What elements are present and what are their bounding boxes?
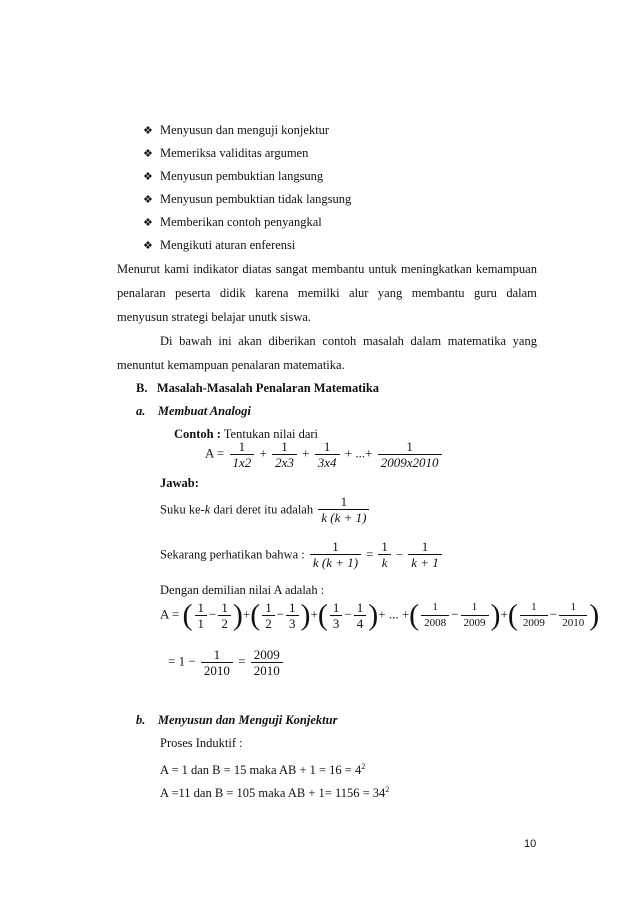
contoh-line: Contoh : Tentukan nilai dari [174, 427, 319, 441]
para1-line2: penalaran peserta didik karena memilki alur yang membantu guru dalam [117, 286, 537, 300]
list-item: Menyusun dan menguji konjektur [160, 123, 330, 137]
equation-series: A = $\frac{1}{1x2}$ + $\frac{1}{2x3}$ + $\frac{1}{3x4}$ + ...+ $\frac{1}{2009x2010}$ [205, 439, 444, 470]
sub-a-heading: a. Membuat Analogi [136, 404, 251, 418]
list-item: Memberikan contoh penyangkal [160, 215, 322, 229]
section-b-heading: B. Masalah-Masalah Penalaran Matematika [136, 381, 380, 395]
para1-line3: menyusun strategi belajar unutk siswa. [117, 310, 312, 324]
suku-line: Suku ke-k dari deret itu adalah $\frac{1}{k (k + 1)}$ [160, 494, 371, 525]
induction-line-2: A =11 dan B = 105 maka AB + $1= 1156 = 34^2$ [160, 785, 390, 801]
list-item: Memeriksa validitas argumen [160, 146, 309, 160]
para2-line1: Di bawah ini akan diberikan contoh masalah dalam matematika yang [160, 334, 537, 348]
list-item: Menyusun pembuktian langsung [160, 169, 324, 183]
bullet-icon: ❖ [143, 171, 153, 183]
bullet-icon: ❖ [143, 194, 153, 206]
bullet-icon: ❖ [143, 148, 153, 160]
page-number: 10 [524, 838, 537, 850]
list-item: Menyusun pembuktian tidak langsung [160, 192, 352, 206]
equation-result: = 1 − $\frac{1}{2010}$ = $\frac{2009}{2010}$ [168, 647, 285, 678]
dengan-line: Dengan demilian nilai A adalah : [160, 583, 325, 597]
induction-line-1: A = 1 dan B = 15 maka AB + $1 = 16 = 4^2$ [160, 762, 366, 778]
bullet-icon: ❖ [143, 240, 153, 252]
sub-b-heading: b. Menyusun dan Menguji Konjektur [136, 713, 338, 727]
proses-line: Proses Induktif : [160, 736, 243, 750]
sekarang-line: Sekarang perhatikan bahwa : $\frac{1}{k (k + 1)}$ = $\frac{1}{k}$ − $\frac{1}{k + 1}$ [160, 539, 444, 570]
list-item: Mengikuti aturan enferensi [160, 238, 296, 252]
para1-line1: Menurut kami indikator diatas sangat membantu untuk meningkatkan kemampuan [117, 262, 537, 276]
bullet-icon: ❖ [143, 125, 153, 137]
bullet-icon: ❖ [143, 217, 153, 229]
jawab-label: Jawab: [160, 476, 199, 490]
equation-telescoping: A = ( $\frac{1}{1}$ − $\frac{1}{2}$ )+( $\frac{1}{2}$ − $\frac{1}{3}$ )+( $\frac{1}{3}$ − $\frac{1}{4}$ )+ ... +( $\frac{1}{2008}$ − $\frac{1}{2009}$ )+( $\frac{1}{2009}$ − $\frac{1}{2010}$ ) [160, 598, 600, 632]
para2-line2: menuntut kemampuan penalaran matematika. [117, 358, 345, 372]
